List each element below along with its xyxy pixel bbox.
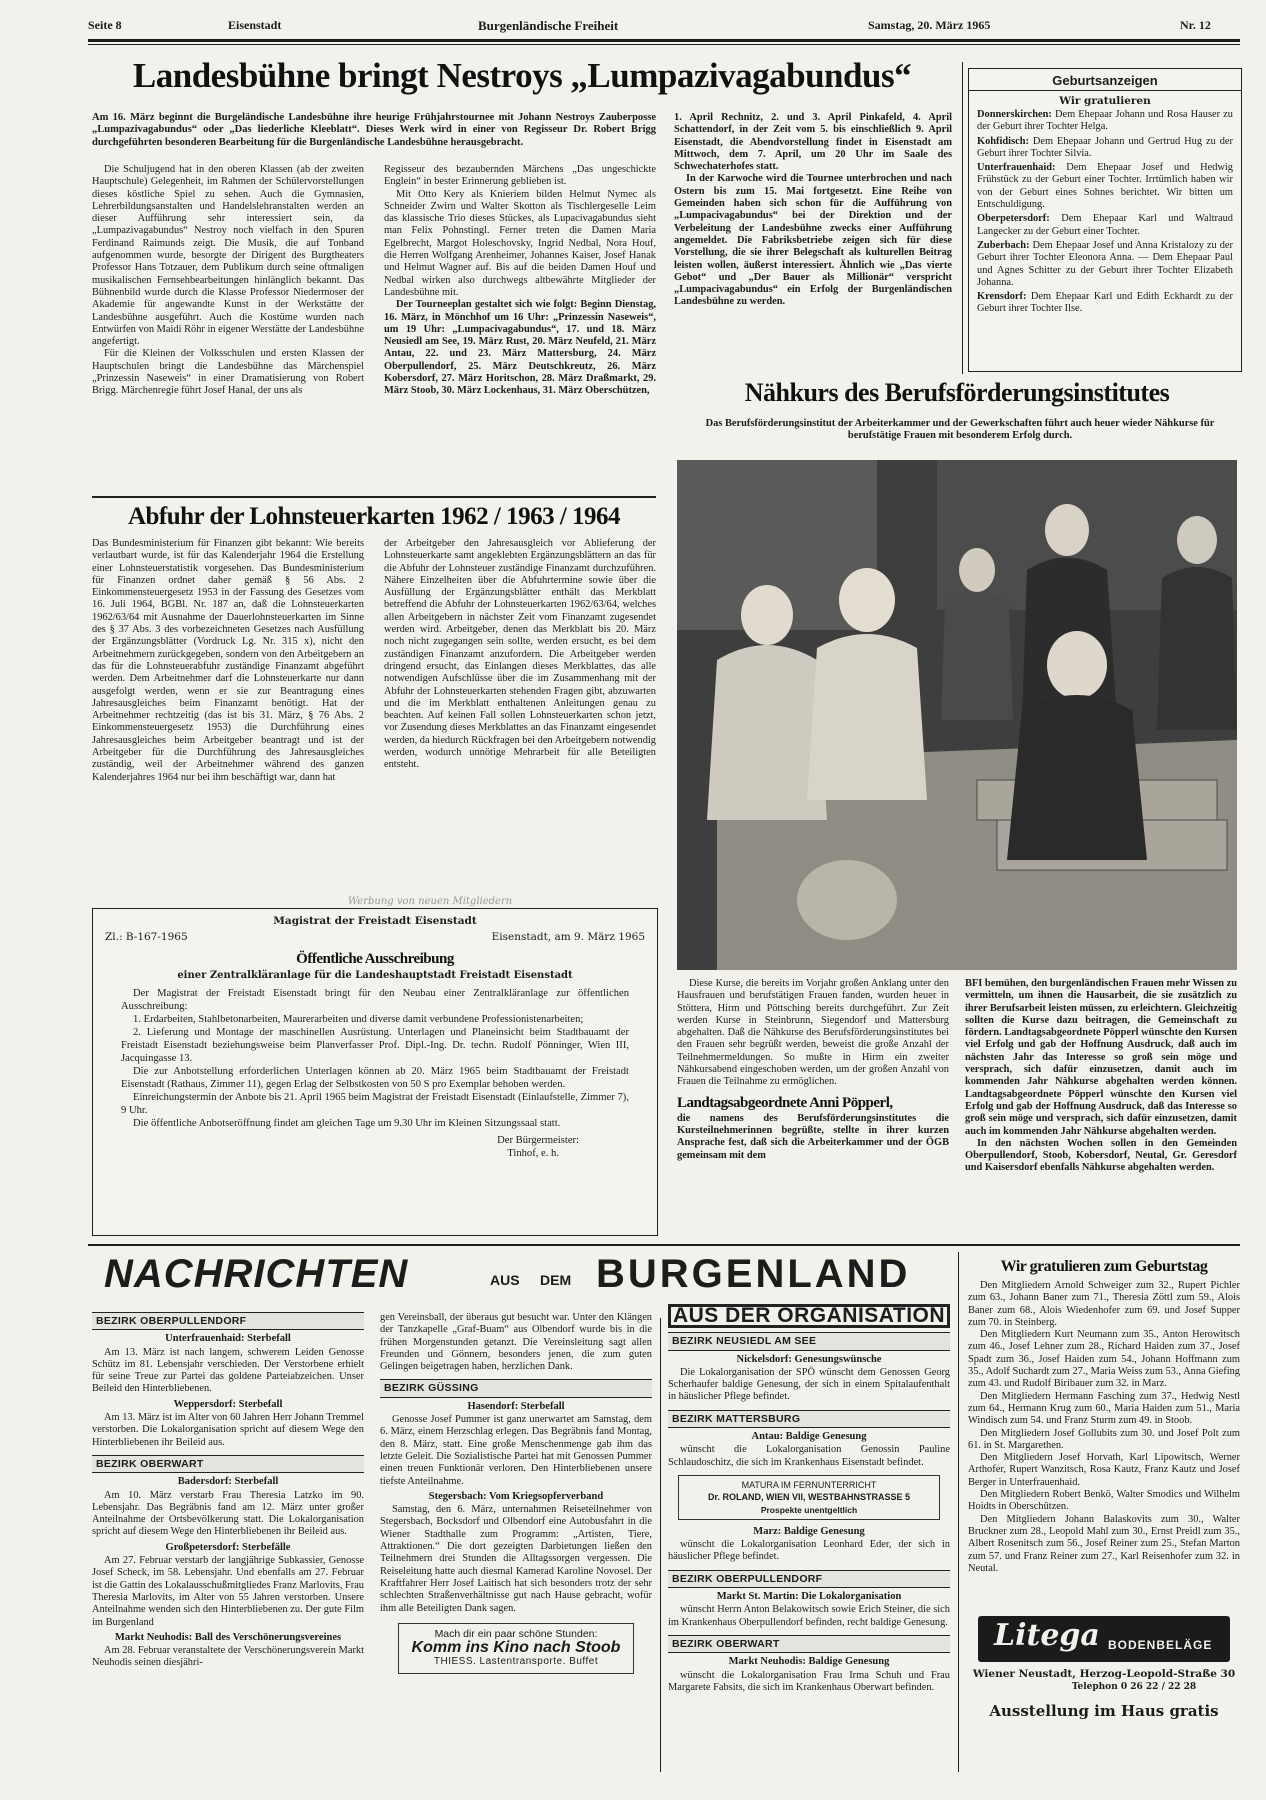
births-subtitle: Wir gratulieren <box>1059 95 1151 107</box>
litega-address: Wiener Neustadt, Herzog-Leopold-Straße 30 <box>972 1668 1236 1680</box>
cinema-ad-line-2: Komm ins Kino nach Stoob <box>411 1639 621 1657</box>
tender-signature <box>121 1134 629 1160</box>
births-list <box>969 109 1241 316</box>
lead-col2-p1: Regisseur des bezaubernden Märchens „Das ungeschickte Englein“ in bester Erinnerung geblieben ist. <box>384 164 656 188</box>
birthday-title: Wir gratulieren zum Geburtstag <box>1000 1258 1208 1275</box>
organisation-column <box>668 1304 950 1694</box>
birth-entry <box>977 291 1233 316</box>
org-text-1: Die Lokalorganisation der SPÖ wünscht dem Genossen Georg Scherhaufer baldige Genesung, der sich in einem Spitalaufenthalt in häuslicher Pflege befindet. <box>668 1366 950 1403</box>
district-oberwart-header: BEZIRK OBERWART <box>92 1455 364 1473</box>
matura-ad-line-1: MATURA IM FERNUNTERRICHT <box>741 1479 877 1490</box>
births-title: Geburtsanzeigen <box>969 69 1241 91</box>
cinema-ad-line-1: Mach dir ein paar schöne Stunden: <box>434 1627 598 1640</box>
birth-entry-place: Oberpetersdorf: <box>977 213 1050 225</box>
birth-entry-place: Unterfrauenhaid: <box>977 162 1056 174</box>
tender-signature-name: Tinhof, e. h. <box>507 1148 559 1159</box>
naehkurs-headline: Nähkurs des Berufsförderungsinstitutes <box>744 378 1170 407</box>
news1-text-5: Am 28. Februar veranstaltete der Verschönerungsverein Markt Neuhodis seinen diesjähri- <box>92 1645 364 1669</box>
district-oberpullendorf-header: BEZIRK OBERPULLENDORF <box>92 1312 364 1330</box>
org-heading-2: Antau: Baldige Genesung <box>751 1431 867 1443</box>
naehkurs-col1-text: Diese Kurse, die bereits im Vorjahr großen Anklang unter den Hausfrauen und berufstätigen Frauen fanden, wurden heuer in Stöttera, Hirm und Pöttsching bereits durchgeführt. Zur Zeit werden Kurse in Steinbrunn, Siegendorf und Mattersburg abgehalten. Daß die Nähkurse des Berufsförderungsinstitutes bei den Frauen sehr begrüßt werden, beweist die große Anzahl der Teilnehmermeldungen. So mußte in Hirm ein zweiter Nähkursabend eingeschoben werden, um der großen Anzahl von Frauen die Teilnahme zu ermöglichen. <box>677 978 949 1088</box>
news-column-1 <box>92 1312 364 1670</box>
matura-ad-line-3: Prospekte unentgeltlich <box>760 1504 858 1515</box>
news1-text-4: Am 27. Februar verstarb der langjährige Subkassier, Genosse Josef Scheck, im 58. Lebensjahr. Und ebenfalls am 27. Februar ist die Gattin des Lokalausschußmitgliedes Franz Marlovits, Frau Theresia Marlovits, im Alter von 55 Jahren verstorben. Unsere Anteilnahme wenden sich den Hinterbliebenen zu. Der gute Film im Burgenland <box>92 1555 364 1628</box>
lead-col3-p1: 1. April Rechnitz, 2. und 3. April Pinkafeld, 4. April Schattendorf, in der Zeit vom 5. bis einschließlich 9. April Eisenstadt, die Abendvorstellung findet in Eisenstadt am Mittwoch, dem 7. April, um 20 Uhr im Saale des Schwechaterhofes statt. <box>674 112 952 173</box>
header-date: Samstag, 20. März 1965 <box>868 18 991 32</box>
birth-entry-text: Dem Ehepaar Josef und Hedwig Frühstück zu der Geburt einer Tochter. Irrtümlich haben wir von der Geburt eines Sohnes berichtet. Wir bitten um Entschuldigung. <box>977 162 1233 211</box>
birth-entry-text: Dem Ehepaar Karl und Waltraud Langecker zu der Geburt einer Tochter. <box>977 213 1233 237</box>
sewing-course-illustration <box>677 460 1237 970</box>
news1-text-3: Am 10. März verstarb Frau Theresia Latzko im 90. Lebensjahr. Das Begräbnis fand am 12. März unter großer Anteilnahme der Ortsbevölkerung statt. Die Lokalorganisation spricht auf diesem Wege den Hinterbliebenen ihr Beileid aus. <box>92 1489 364 1538</box>
birthday-p6: Den Mitgliedern Robert Benkö, Walter Smodics und Wilhelm Hoidts in Oberschützen. <box>968 1489 1240 1513</box>
page-number: Seite 8 <box>88 18 122 32</box>
naehkurs-col2-more: In den nächsten Wochen sollen in den Gemeinden Oberpullendorf, Stoob, Kobersdorf, Neutal, Gr. Geresdorf und Kaisersdorf ebenfalls Nähkurse abgehalten werden. <box>965 1137 1237 1174</box>
org-text-4: wünscht Herrn Anton Belakowitsch sowie Erich Steiner, die sich im Krankenhaus Oberpullendorf befinden, recht baldige Genesung. <box>668 1604 950 1628</box>
birthday-p4: Den Mitgliedern Josef Gollubits zum 30. und Josef Polt zum 61. in St. Margarethen. <box>968 1427 1240 1451</box>
tender-subtitle: einer Zentralkläranlage für die Landeshauptstadt Freistadt Eisenstadt <box>177 970 573 981</box>
naehkurs-quote: die namens des Berufsförderungsinstitutes die Kursteilnehmerinnen begrüßte, stellte in ihrer kurzen Ansprache fest, daß sich die Arbeiterkammer und der ÖGB gemeinsam mit dem <box>677 1112 949 1161</box>
matura-ad-line-2: Dr. ROLAND, WIEN VII, WESTBAHNSTRASSE 5 <box>707 1492 911 1503</box>
litega-slogan: Ausstellung im Haus gratis <box>989 1702 1219 1720</box>
news2-text-2: Samstag, den 6. März, unternahmen Reiseteilnehmer von Stegersbach, Bocksdorf und Olbendorf eine Autobusfahrt in die Wiener Stadthalle zum Programm: „Artisten, Tiere, Attraktionen.“ Die dort gezeigten Darbietungen ließen den Teilnehmern drei Stunden die Alltagssorgen vergessen. Die Reiseleitung hatte auch diesmal Kamerad Karoline Novosel. Der Kraftfahrer Herr Josef Laitisch hat sich besonders trotz der sehr schlechten Straßenverhältnisse gut nach Hause gebracht, wofür ihm alle Beteiligten Dank sagen. <box>380 1504 652 1614</box>
birthday-column <box>968 1256 1240 1575</box>
header-rule <box>88 39 1240 42</box>
matura-ad <box>678 1475 940 1520</box>
birth-entry <box>977 109 1233 134</box>
lead-column-2 <box>384 164 656 398</box>
column-rule-right-top <box>962 62 963 374</box>
birthday-p7: Den Mitgliedern Johann Balaskovits zum 30., Walter Bruckner zum 28., Leopold Mahl zum 30., Ernst Preidl zum 35., Albert Rosenitsch zum 56., Josef Reiner zum 25., Stefan Marton zum 57. und Franz Reiner zum 27., Karl Reisenhofer zum 32. in Neutal. <box>968 1513 1240 1574</box>
birth-announcements-box <box>968 68 1242 372</box>
tax-card-col1-text: Das Bundesministerium für Finanzen gibt bekannt: Wie bereits verlautbart wurde, ist für das Kalenderjahr 1964 die Erstellung einer Lohnsteuerstatistik vorgesehen. Das Bundesministerium für Finanzen ordnet daher gemäß § 56 Abs. 2 Einkommensteuergesetz 1953 in der Fassung des Gesetzes vom 16. Juli 1964, BGBl. Nr. 187 an, daß die Lohnsteuerkarten 1962/63/64 mit Ausnahme der Dauerlohnsteuerkarten im Sinne des § 37 Abs. 3 des vorbezeichneten Gesetzes nach Ausfüllung der Ergänzungsblätter (Vordruck Lg. Nr. 315 x), nicht den Arbeitnehmern zurückgegeben, sondern von den Arbeitgebern an das für die Lohnsteuerabfuhr zuständige Finanzamt abgeführt werden. Dem Arbeitnehmer darf die Lohnsteuerkarte nur dann ausgefolgt werden, wenn er sie zur Beantragung eines Jahresausgleiches beim Finanzamt benötigt. Hat der Arbeitnehmer rechtzeitig (das ist bis 31. März, § 76 Abs. 2 Einkommensteuergesetz 1953) die Durchführung eines Jahresausgleiches beim Arbeitgeber beantragt und ist der Arbeitgeber für die Durchführung des Jahresausgleiches zuständig, weil der Arbeitnehmer während des ganzen Kalenderjahres 1964 nur bei ihm beschäftigt war, dann hat <box>92 538 364 783</box>
organisation-title: AUS DER ORGANISATION <box>668 1304 950 1328</box>
litega-ad <box>968 1616 1240 1756</box>
naehkurs-column-2 <box>965 978 1237 1175</box>
news1-text-2: Am 13. März ist im Alter von 60 Jahren Herr Johann Tremmel verstorben. Die Lokalorganisation spricht auf diesem Wege den Hinterbliebenen ihr Beileid aus. <box>92 1412 364 1448</box>
org-heading-5: Markt Neuhodis: Baldige Genesung <box>728 1656 890 1668</box>
faded-bleed-through-text: Werbung von neuen Mitgliedern <box>347 896 513 907</box>
district-oberpullendorf-org-header: BEZIRK OBERPULLENDORF <box>668 1570 950 1588</box>
litega-tagline: BODENBELÄGE <box>1108 1638 1213 1652</box>
org-heading-4: Markt St. Martin: Die Lokalorganisation <box>716 1591 902 1603</box>
news1-heading-2: Weppersdorf: Sterbefall <box>173 1398 283 1410</box>
header-issue-number: Nr. 12 <box>1180 18 1211 32</box>
district-neusiedl-header: BEZIRK NEUSIEDL AM SEE <box>668 1332 950 1350</box>
naehkurs-intro: Das Berufsförderungsinstitut der Arbeiterkammer und der Gewerkschaften führt auch heuer wieder Nähkurse für berufstätige Frauen mit besonderem Erfolg durch. <box>705 418 1215 442</box>
column-rule-right-bottom <box>958 1252 959 1772</box>
lead-intro: Am 16. März beginnt die Burgeländische Landesbühne ihre heurige Frühjahrstournee mit Johann Nestroys Zauberposse „Lumpazivagabundus“ oder „Das liederliche Kleeblatt“. Dieses Werk wird in einer von Regisseur Dr. Robert Brigg durchgeführten besonderen Bearbeitung für die Burgenländische Landesbühne herausgebracht. <box>92 112 656 148</box>
birth-entry <box>977 162 1233 211</box>
birth-entry-place: Kohfidisch: <box>977 135 1029 147</box>
news-banner <box>92 1252 950 1302</box>
birth-entry <box>977 213 1233 238</box>
org-text-2: wünscht die Lokalorganisation Genossin Pauline Schlaudoschitz, die sich im Krankenhaus Eisenstadt befindet. <box>668 1444 950 1468</box>
birth-entry-place: Donnerskirchen: <box>977 109 1052 120</box>
district-oberwart-org-header: BEZIRK OBERWART <box>668 1635 950 1653</box>
org-text-5: wünscht die Lokalorganisation Frau Irma Schuh und Frau Margarete Fabsits, die sich im Krankenhaus Oberwart befinden. <box>668 1669 950 1693</box>
lead-col3-p2: In der Karwoche wird die Tournee unterbrochen und nach Ostern bis zum 15. Mai fortgesetzt. Eine Reihe von Gemeinden haben sich schon für die Aufführung von „Lumpacivagabundus“ bei der Direktion und der Verbeleitung der Landesbühne zwecks einer Aufführung angemeldet. Die Fabriksbetriebe zeigen sich für diese Vorstellung, die sie ihrer Belegschaft als kulturellen Beitrag leisten wollen, äußerst interessiert. Ähnlich wie „Das vierte Gebot“ und „Der Bauer als Millionär“ verspricht „Lumpacivagabundus“ ein Erfolg der Burgenländischen Landesbühne zu werden. <box>674 173 952 308</box>
section-divider <box>88 1244 1240 1246</box>
banner-word-nachrichten: NACHRICHTEN <box>104 1252 409 1296</box>
tender-p4: Die öffentliche Anbotseröffnung findet am gleichen Tage um 9.30 Uhr im Kleinen Sitzungssaal statt. <box>133 1118 561 1129</box>
tender-p3: Einreichungstermin der Anbote bis 21. April 1965 beim Magistrat der Freistadt Eisenstadt (Einlaufstelle, Zimmer 7), 9 Uhr. <box>121 1092 629 1116</box>
news1-heading-4: Großpetersdorf: Sterbefälle <box>165 1541 291 1553</box>
birth-entry-text: Dem Ehepaar Josef und Anna Kristalozy zu der Geburt ihrer Tochter Eleonora Anna. — Dem Ehepaar Paul und Agnes Schitter zu der Geburt ihrer Tochter Elizabeth Johanna. <box>977 239 1233 288</box>
tender-item-2: 2. Lieferung und Montage der maschinellen Ausrüstung. Unterlagen und Planeinsicht beim Stadtbauamt der Freistadt Eisenstadt beziehungsweise beim Planverfasser Prof. Dipl.-Ing. Dr. techn. Rudolf Pönninger, Wien III, Jacquingasse 13. <box>121 1027 629 1064</box>
birth-entry-text: Dem Ehepaar Karl und Edith Eckhardt zu der Geburt ihrer Tochter Ilse. <box>977 291 1233 315</box>
news1-text-1: Am 13. März ist nach langem, schwerem Leiden Genosse Schütz im 81. Lebensjahr verschieden. Der Verstorbene erhielt für seine Treue zur Partei das goldene Parteiabzeichen. Unser Beileid den Hinterbliebenen. <box>92 1346 364 1395</box>
column-rule-mid-bottom <box>660 1318 661 1772</box>
header-rule-thin <box>88 44 1240 45</box>
birth-entry <box>977 136 1233 161</box>
lead-col1-p1: Die Schuljugend hat in den oberen Klassen (ab der zweiten Hauptschule) Gelegenheit, im Rahmen der Schülervorstellungen dieses köstliche Spiel zu sehen. Auch die Gymnasien, Lehrerbildungsanstalten und Handelslehranstalten werden an dieser Aufführung sehr interessiert sein, da „Lumpazivagabundus“ Nestroy noch vielfach in den Spuren Ferdinand Raimunds zeigt. Die Musik, die auf Tonband aufgenommen wurde, besorgte der Dirigent des Burgtheaters Professor Hans Totzauer, dem Publikum durch seine oftmaligen musikalischen Fernsehbearbeitungen hinlänglich bekannt. Das Bühnenbild wurde durch die Klasse Professor Niedermoser der Akademie für angewandte Kunst in der Werkstätte der Landesbühne ausgeführt. Auch die Kostüme wurden nach Entwürfen von Maidi Röhr in eigener Werstätte der Landesbühne angefertigt. <box>92 164 364 348</box>
district-guessing-header: BEZIRK GÜSSING <box>380 1379 652 1397</box>
news-column-2 <box>380 1312 652 1674</box>
birth-entry <box>977 240 1233 289</box>
news1-heading-5: Markt Neuhodis: Ball des Verschönerungsvereines <box>114 1631 342 1643</box>
cinema-ad <box>398 1623 634 1674</box>
birth-entry-place: Krensdorf: <box>977 291 1027 303</box>
naehkurs-subhead: Landtagsabgeordnete Anni Pöpperl, <box>677 1094 893 1111</box>
header-city: Eisenstadt <box>228 18 282 32</box>
birthday-p1: Den Mitgliedern Arnold Schweiger zum 32., Rupert Pichler zum 63., Johann Baner zum 71., Theresia Zöttl zum 59., Alois Baner zum 68., Alois Wiedenhofer zum 69. und Josef Supper zum 70. in Steinberg. <box>968 1280 1240 1328</box>
litega-phone: Telephon 0 26 22 / 22 28 <box>1071 1682 1197 1692</box>
banner-word-burgenland: BURGENLAND <box>596 1252 911 1296</box>
tender-reference: Zl.: B-167-1965 <box>105 931 188 943</box>
litega-logo-panel <box>978 1616 1230 1662</box>
tender-p1: Der Magistrat der Freistadt Eisenstadt bringt für den Neubau einer Zentralkläranlage zur öffentlichen Ausschreibung: <box>121 988 629 1012</box>
org-text-3: wünscht die Lokalorganisation Leonhard Eder, der sich in häuslicher Pflege befindet. <box>668 1539 950 1563</box>
birthday-p5: Den Mitgliedern Josef Horvath, Karl Lipowitsch, Werner Arthofer, Rupert Wanzitsch, Rosa Kautz, Franz Kautz und Josef Berger in Unterfrauenhaid. <box>968 1452 1240 1488</box>
birthday-p3: Den Mitgliedern Hermann Fasching zum 37., Hedwig Nestl zum 64., Hermann Krug zum 60., Maria Haiden zum 51., Maria Windisch zum 54. und Franz Sturm zum 49. in Stoob. <box>968 1390 1240 1427</box>
tender-item-1: 1. Erdarbeiten, Stahlbetonarbeiten, Maurerarbeiten und diverse damit verbundene Professionistenarbeiten; <box>133 1014 584 1025</box>
birth-entry-text: Dem Ehepaar Johann und Gertrud Hug zu der Geburt ihrer Tochter Silvia. <box>977 135 1233 159</box>
banner-word-aus: AUS <box>490 1272 520 1288</box>
lead-headline: Landesbühne bringt Nestroys „Lumpazivagabundus“ <box>132 56 912 95</box>
news2-text-0: gen Vereinsball, der überaus gut besucht war. Unter den Klängen der Tanzkapelle „Graf-Buam“ aus Olbendorf wurde bis in die frühen Morgenstunden getanzt. Die Vereinsleitung sagt allen Freunden und Gönnern, besonders jenen, die zum guten Gelingen beigetragen haben, herzlichen Dank. <box>380 1312 652 1373</box>
news2-heading-1: Hasendorf: Sterbefall <box>467 1400 565 1412</box>
banner-word-dem: DEM <box>540 1272 572 1288</box>
naehkurs-column-1 <box>677 978 949 1162</box>
birth-entry-place: Zuberbach: <box>977 239 1030 251</box>
sewing-course-photo <box>677 460 1237 970</box>
tender-signature-role: Der Bürgermeister: <box>497 1135 579 1146</box>
lead-column-1 <box>92 164 364 398</box>
news1-heading-1: Unterfrauenhaid: Sterbefall <box>165 1333 291 1345</box>
tax-card-col2-text: der Arbeitgeber den Jahresausgleich vor Ablieferung der Lohnsteuerkarte samt angeklebten Ergänzungsblättern an das für die Abfuhr der Lohnsteuer zuständige Finanzamt durchzuführen. Nähere Einzelheiten über die Abfuhrtermine sowie über die Ausfüllung der Ergänzungsblätter enthält das Merkblatt betreffend die Abfuhr der Lohnsteuerkarten 1962/63/64, welches allen Arbeitgebern in nächster Zeit vom Finanzamt zugesendet werden wird. Arbeitgeber, denen das Merkblatt bis 20. März noch nicht zugegangen sein sollte, werden ersucht, es bei dem zuständigen Finanzamt anzufordern. Die Arbeitgeber werden dringend ersucht, das Einlangen dieses Merkblattes, das alle notwendigen Aufschlüsse über die im Zusammenhang mit der Abfuhr der Lohnsteuerkarten stehenden Fragen gibt, abzuwarten und die im Merkblatt enthaltenen Anleitungen genau zu beachten. Auf keinen Fall sollen Lohnsteuerkarten schon jetzt, vor Zusendung dieses Merkblattes an das Finanzamt eingesendet werden, da hiedurch Rückfragen bei den Arbeitgebern notwendig werden, wodurch unnötige Mehrarbeit für alle Beteiligten entsteht. <box>384 538 656 771</box>
tender-authority: Magistrat der Freistadt Eisenstadt <box>273 915 477 927</box>
litega-brand: Litega <box>994 1618 1100 1653</box>
org-heading-3: Marz: Baldige Genesung <box>753 1525 865 1537</box>
news2-heading-2: Stegersbach: Vom Kriegsopferverband <box>428 1490 604 1502</box>
lead-col2-p3: Der Tourneeplan gestaltet sich wie folgt: Beginn Dienstag, 16. März, in Mönchhof um 16 Uhr: „Prinzessin Naseweis“, um 19 Uhr: „Lumpacivagabundus“, 17. und 18. März Neusiedl am See, 19. März Rust, 20. März Neufeld, 21. März Antau, 22. und 23. März Mattersburg, 24. März Oberpullendorf, 25. März Deutschkreutz, 26. März Kobersdorf, 27. März Horitschon, 28. März Draßmarkt, 29. März Stoob, 30. März Lockenhaus, 31. März Oberschützen, <box>384 299 656 397</box>
tender-body <box>93 981 657 1160</box>
org-heading-1: Nickelsdorf: Genesungswünsche <box>736 1353 882 1365</box>
public-tender-box <box>92 908 658 1236</box>
page-header <box>88 16 1240 38</box>
lead-col2-p2: Mit Otto Kery als Knieriem bilden Helmut Nymec als Schneider Zwirn und Walter Skotton als Tischlergeselle Leim das klassische Trio dieses Stückes, als Lupacivagabundus sieht man Felix Pohnstingl. Ferner treten die Damen Maria Egelbrecht, Margot Holeschovsky, Ingrid Nedbal, Nora Houf, die Herren Wolfgang Arenheimer, Johannes Kaiser, Josef Hanak und Helmut Wagner auf. Bis auf die beiden Damen Houf und Nedbal wirken also durchwegs altbewährte Mitglieder der Landesbühne mit. <box>384 188 656 298</box>
district-mattersburg-header: BEZIRK MATTERSBURG <box>668 1410 950 1428</box>
tender-p2: Die zur Anbotstellung erforderlichen Unterlagen können ab 20. März 1965 beim Stadtbauamt der Freistadt Eisenstadt (Rathaus, Zimmer 11), gegen Erlag der Selbstkosten von 50 S pro Exemplar behoben werden. <box>121 1066 629 1090</box>
birth-entry-text: Dem Ehepaar Johann und Rosa Hauser zu der Geburt ihrer Tochter Helga. <box>977 109 1233 133</box>
tax-card-column-1 <box>92 538 364 784</box>
lead-column-3 <box>674 112 952 309</box>
news2-text-1: Genosse Josef Pummer ist ganz unerwartet am Samstag, dem 6. März, einem Herzschlag erlegen. Das Begräbnis fand Montag, den 8. März, statt. Eine große Menschenmenge gab ihm das letzte Geleit. Die Sozialistische Partei hat mit Genossen Pummer einen treuen Funktionär verloren. Den Hinterbliebenen unsere tiefste Anteilnahme. <box>380 1414 652 1487</box>
tender-title: Öffentliche Ausschreibung <box>296 951 454 967</box>
tax-card-column-2 <box>384 538 656 772</box>
naehkurs-col2-text: BFI bemühen, den burgenländischen Frauen mehr Wissen zu vermitteln, um ihnen die Hausarbeit, die sie zusätzlich zu ihrer Berufsarbeit leisten müssen, zu erleichtern. Gleichzeitig sollten die Kurse dazu beitragen, die Gemeinschaft zu fördern. Landtagsabgeordnete Pöpperl wünschte den Kursen viel Erfolg und gab der Hoffnung Ausdruck, daß auch im nächsten Jahr das Interesse so groß sein möge und versprach, sich dafür einzusetzen, damit auch im kommenden Jahr Nähkurse abgehalten werden können. Landtagsabgeordnete Pöpperl wünschte den Kursen viel Erfolg und gab der Hoffnung Ausdruck, daß das Interesse so groß sein möge und versprach, sich dafür einzusetzen, damit auch im kommenden Jahr Nähkurse abgehalten werden. <box>965 978 1237 1137</box>
cinema-ad-line-3: THIESS. Lastentransporte. Buffet <box>433 1656 599 1668</box>
lead-col1-p2: Für die Kleinen der Volksschulen und ersten Klassen der Hauptschulen bringt die Landesbühne das Märchenspiel „Prinzessin Naseweis“ in einer Dramatisierung von Robert Brigg. Märchenregie führt Josef Hanal, der uns als <box>92 348 364 397</box>
header-paper-name: Burgenländische Freiheit <box>478 18 619 33</box>
birthday-p2: Den Mitgliedern Kurt Neumann zum 35., Anton Herowitsch zum 46., Josef Lehner zum 28., Richard Haiden zum 37., Josef Spadt zum 36., Josef Haiden zum 54., Johann Hoffmann zum 35., Adolf Suchardt zum 27., Maria Weiss zum 53., Anna Giefing zum 43. und Rudolf Biribauer zum 32. in Marz. <box>968 1329 1240 1390</box>
tender-dateline: Eisenstadt, am 9. März 1965 <box>491 931 645 943</box>
tender-ref-row <box>105 931 645 947</box>
news1-heading-3: Badersdorf: Sterbefall <box>177 1476 279 1488</box>
tax-card-headline: Abfuhr der Lohnsteuerkarten 1962 / 1963 / 1964 <box>92 496 656 532</box>
